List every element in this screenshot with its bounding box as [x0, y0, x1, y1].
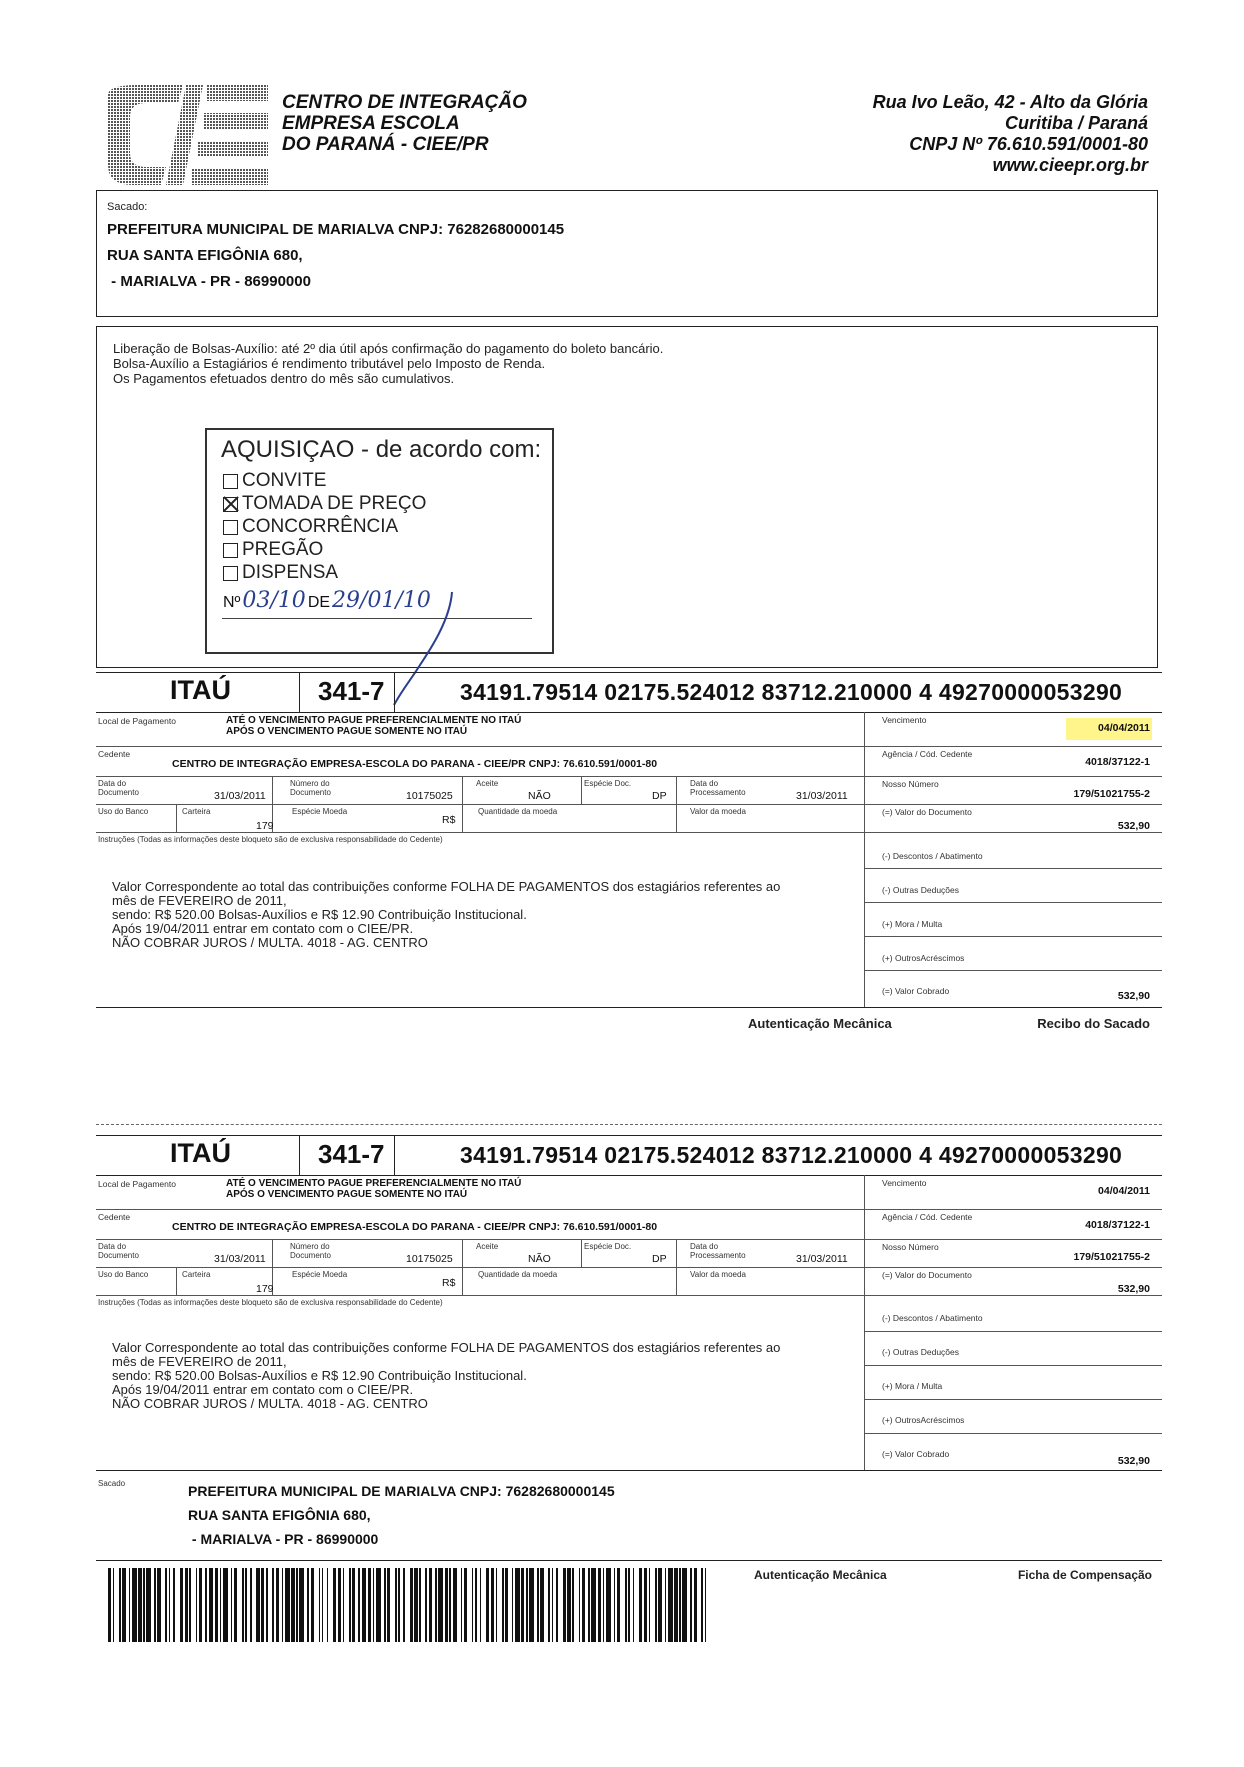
- instructions: [112, 880, 780, 950]
- num-doc-label: Número do Documento: [290, 779, 331, 797]
- ciee-logo: [108, 85, 268, 185]
- instr-line: Após 19/04/2011 entrar em contato com o CIEE/PR.: [112, 1382, 414, 1397]
- deducoes-label: (-) Outras Deduções: [882, 1347, 959, 1357]
- boleto-ficha: [96, 1135, 1162, 1565]
- divider: [96, 1470, 1162, 1471]
- sacado-name: PREFEITURA MUNICIPAL DE MARIALVA CNPJ: 76282680000145: [107, 221, 565, 238]
- handwritten-number: 03/10: [242, 588, 306, 613]
- sacado-box: [96, 190, 1158, 317]
- bank-name: ITAÚ: [170, 675, 231, 705]
- checkbox-icon: [223, 566, 238, 581]
- divider: [96, 832, 1162, 833]
- valor-doc-value: 532,90: [1117, 1283, 1150, 1295]
- autenticacao-label: Autenticação Mecânica: [748, 1016, 892, 1031]
- agencia-value: 4018/37122-1: [1085, 756, 1150, 768]
- cobrado-value: 532,90: [1117, 1455, 1150, 1467]
- cedente-value: CENTRO DE INTEGRAÇÃO EMPRESA-ESCOLA DO PARANA - CIEE/PR CNPJ: 76.610.591/0001-80: [172, 758, 658, 770]
- divider: [864, 832, 865, 1007]
- nosso-value: 179/51021755-2: [1073, 788, 1150, 800]
- divider: [864, 902, 1162, 903]
- sacado-block: [188, 1479, 615, 1551]
- divider: [864, 1331, 1162, 1332]
- instr-line: mês de FEVEREIRO de 2011,: [112, 1354, 287, 1369]
- checkbox-icon: [223, 520, 238, 535]
- aceite-label: Aceite: [476, 779, 499, 788]
- address-line: Rua Ivo Leão, 42 - Alto da Glória: [872, 92, 1148, 112]
- especie-doc-value: DP: [652, 1253, 667, 1265]
- divider: [96, 1267, 1162, 1268]
- checkbox-icon: [223, 474, 238, 489]
- carteira-value: 179: [256, 1283, 274, 1295]
- note-line: Liberação de Bolsas-Auxílio: até 2º dia útil após confirmação do pagamento do boleto bancário.: [113, 341, 664, 356]
- venc-label: Vencimento: [882, 715, 927, 725]
- valor-moeda-label: Valor da moeda: [690, 807, 746, 816]
- stamp-title: AQUISIÇAO - de acordo com:: [221, 436, 542, 463]
- divider: [864, 1433, 1162, 1434]
- cedente-value: CENTRO DE INTEGRAÇÃO EMPRESA-ESCOLA DO PARANA - CIEE/PR CNPJ: 76.610.591/0001-80: [172, 1221, 658, 1233]
- uso-label: Uso do Banco: [98, 807, 149, 816]
- bank-code: 341-7: [318, 1139, 385, 1169]
- agencia-label: Agência / Cód. Cedente: [882, 749, 973, 759]
- stamp-option: [223, 493, 426, 515]
- instr-line: Valor Correspondente ao total das contribuições conforme FOLHA DE PAGAMENTOS dos estagiários referentes ao: [112, 1340, 781, 1355]
- digitable-line: 34191.79514 02175.524012 83712.210000 4 49270000053290: [460, 679, 1123, 705]
- divider: [581, 776, 582, 804]
- instr-line: NÃO COBRAR JUROS / MULTA. 4018 - AG. CENTRO: [112, 935, 428, 950]
- org-line: EMPRESA ESCOLA: [282, 113, 460, 134]
- boleto-recibo: [96, 672, 1162, 1032]
- num-doc-value: 10175025: [406, 790, 453, 802]
- divider: [864, 1399, 1162, 1400]
- cobrado-label: (=) Valor Cobrado: [882, 986, 950, 996]
- org-line: CENTRO DE INTEGRAÇÃO: [282, 92, 527, 113]
- divider: [394, 672, 395, 712]
- divider: [96, 1560, 1162, 1561]
- org-address: [873, 92, 1148, 176]
- bank-code: 341-7: [318, 676, 385, 706]
- address-line: CNPJ Nº 76.610.591/0001-80: [909, 134, 1148, 154]
- instr-line: NÃO COBRAR JUROS / MULTA. 4018 - AG. CENTRO: [112, 1396, 428, 1411]
- local-payment: [226, 715, 521, 737]
- valor-doc-value: 532,90: [1117, 820, 1150, 832]
- divider: [176, 804, 177, 832]
- date-prefix: DE: [307, 594, 331, 611]
- stamp-option: [223, 562, 338, 584]
- cobrado-value: 532,90: [1117, 990, 1150, 1002]
- divider: [96, 804, 1162, 805]
- cut-line: [96, 1124, 1162, 1125]
- local-line: APÓS O VENCIMENTO PAGUE SOMENTE NO ITAÚ: [226, 1189, 468, 1200]
- divider: [96, 1209, 1162, 1210]
- digitable-line: 34191.79514 02175.524012 83712.210000 4 49270000053290: [460, 1142, 1123, 1168]
- data-doc-value: 31/03/2011: [214, 1253, 266, 1265]
- instructions: [112, 1341, 780, 1411]
- divider: [864, 936, 1162, 937]
- local-payment: [226, 1178, 521, 1200]
- local-line: APÓS O VENCIMENTO PAGUE SOMENTE NO ITAÚ: [226, 726, 468, 737]
- note-line: Os Pagamentos efetuados dentro do mês são cumulativos.: [113, 371, 455, 386]
- stamp-option: [223, 470, 326, 492]
- especie-moeda-label: Espécie Moeda: [292, 1270, 348, 1279]
- valor-doc-label: (=) Valor do Documento: [882, 807, 972, 817]
- agencia-value: 4018/37122-1: [1085, 1219, 1150, 1231]
- data-proc-value: 31/03/2011: [796, 790, 848, 802]
- option-label: DISPENSA: [242, 562, 339, 583]
- org-line: DO PARANÁ - CIEE/PR: [282, 134, 489, 155]
- address-line: Curitiba / Paraná: [1004, 113, 1148, 133]
- bank-name: ITAÚ: [170, 1138, 231, 1168]
- notes: [113, 341, 663, 386]
- local-label: Local de Pagamento: [98, 1179, 176, 1189]
- nosso-label: Nosso Número: [882, 779, 939, 789]
- num-doc-value: 10175025: [406, 1253, 453, 1265]
- instr-line: Após 19/04/2011 entrar em contato com o CIEE/PR.: [112, 921, 414, 936]
- divider: [864, 970, 1162, 971]
- barcode-bar: [705, 1568, 707, 1642]
- divider: [96, 746, 1162, 747]
- cedente-label: Cedente: [98, 749, 131, 759]
- acquisition-stamp: [205, 428, 554, 654]
- recibo-label: Recibo do Sacado: [1037, 1016, 1150, 1031]
- org-name: [282, 92, 527, 155]
- acrescimos-label: (+) OutrosAcréscimos: [882, 1415, 965, 1425]
- sacado-city: - MARIALVA - PR - 86990000: [188, 1531, 379, 1547]
- divider: [299, 1135, 300, 1175]
- divider: [96, 712, 1162, 713]
- barcode: [108, 1568, 712, 1642]
- due-date: 04/04/2011: [1098, 1185, 1150, 1197]
- aceite-value: NÃO: [528, 790, 551, 802]
- sacado-street: RUA SANTA EFIGÔNIA 680,: [188, 1507, 371, 1523]
- quantidade-label: Quantidade da moeda: [478, 807, 558, 816]
- mora-label: (+) Mora / Multa: [882, 919, 943, 929]
- data-proc-label: Data do Processamento: [690, 1242, 746, 1260]
- venc-label: Vencimento: [882, 1178, 927, 1188]
- local-label: Local de Pagamento: [98, 716, 176, 726]
- num-doc-label: Número do Documento: [290, 1242, 331, 1260]
- especie-doc-label: Espécie Doc.: [584, 779, 632, 788]
- divider: [864, 868, 1162, 869]
- instr-line: Valor Correspondente ao total das contribuições conforme FOLHA DE PAGAMENTOS dos estagiários referentes ao: [112, 879, 781, 894]
- carteira-label: Carteira: [182, 807, 211, 816]
- mora-label: (+) Mora / Multa: [882, 1381, 943, 1391]
- data-proc-label: Data do Processamento: [690, 779, 746, 797]
- handwritten-date: 29/01/10: [332, 588, 431, 613]
- instr-label: Instruções (Todas as informações deste bloqueto são de exclusiva responsabilidade do Cedente): [98, 835, 443, 844]
- data-doc-value: 31/03/2011: [214, 790, 266, 802]
- note-line: Bolsa-Auxílio a Estagiários é rendimento tributável pelo Imposto de Renda.: [113, 356, 546, 371]
- checkbox-icon: [223, 543, 238, 558]
- agencia-label: Agência / Cód. Cedente: [882, 1212, 973, 1222]
- data-proc-value: 31/03/2011: [796, 1253, 848, 1265]
- data-doc-label: Data do Documento: [98, 779, 139, 797]
- quantidade-label: Quantidade da moeda: [478, 1270, 558, 1279]
- especie-doc-label: Espécie Doc.: [584, 1242, 632, 1251]
- aceite-label: Aceite: [476, 1242, 499, 1251]
- divider: [581, 1239, 582, 1267]
- acrescimos-label: (+) OutrosAcréscimos: [882, 953, 965, 963]
- especie-moeda-label: Espécie Moeda: [292, 807, 348, 816]
- divider: [96, 1295, 1162, 1296]
- especie-moeda-value: R$: [442, 1277, 456, 1289]
- data-doc-label: Data do Documento: [98, 1242, 139, 1260]
- stamp-underline: [222, 618, 532, 619]
- aceite-value: NÃO: [528, 1253, 551, 1265]
- sacado-label: Sacado: [98, 1479, 126, 1488]
- descontos-label: (-) Descontos / Abatimento: [882, 851, 983, 861]
- sacado-label: Sacado:: [107, 201, 148, 213]
- ficha-label: Ficha de Compensação: [1017, 1568, 1152, 1582]
- nosso-value: 179/51021755-2: [1073, 1251, 1150, 1263]
- stamp-option: [223, 516, 398, 538]
- divider: [864, 1295, 865, 1470]
- divider: [864, 1365, 1162, 1366]
- divider: [394, 1135, 395, 1175]
- due-date: 04/04/2011: [1098, 722, 1150, 734]
- option-label: PREGÃO: [242, 539, 324, 560]
- descontos-label: (-) Descontos / Abatimento: [882, 1313, 983, 1323]
- autenticacao-label: Autenticação Mecânica: [754, 1568, 887, 1582]
- valor-doc-label: (=) Valor do Documento: [882, 1270, 972, 1280]
- especie-moeda-value: R$: [442, 814, 456, 826]
- stamp-option: [223, 539, 323, 561]
- divider: [176, 1267, 177, 1295]
- divider: [96, 672, 1162, 673]
- instr-label: Instruções (Todas as informações deste bloqueto são de exclusiva responsabilidade do Cedente): [98, 1298, 443, 1307]
- checked-checkbox-icon: [223, 497, 238, 512]
- option-label: CONVITE: [242, 470, 327, 491]
- cobrado-label: (=) Valor Cobrado: [882, 1449, 950, 1459]
- instr-line: sendo: R$ 520.00 Bolsas-Auxílios e R$ 12.90 Contribuição Institucional.: [112, 907, 527, 922]
- nosso-label: Nosso Número: [882, 1242, 939, 1252]
- instr-line: sendo: R$ 520.00 Bolsas-Auxílios e R$ 12.90 Contribuição Institucional.: [112, 1368, 527, 1383]
- divider: [96, 776, 1162, 777]
- local-line: ATÉ O VENCIMENTO PAGUE PREFERENCIALMENTE NO ITAÚ: [226, 715, 522, 726]
- divider: [299, 672, 300, 712]
- valor-moeda-label: Valor da moeda: [690, 1270, 746, 1279]
- number-prefix: Nº: [223, 594, 241, 611]
- divider: [96, 1239, 1162, 1240]
- divider: [96, 1135, 1162, 1136]
- carteira-label: Carteira: [182, 1270, 211, 1279]
- deducoes-label: (-) Outras Deduções: [882, 885, 959, 895]
- especie-doc-value: DP: [652, 790, 667, 802]
- option-label: CONCORRÊNCIA: [242, 516, 399, 537]
- local-line: ATÉ O VENCIMENTO PAGUE PREFERENCIALMENTE NO ITAÚ: [226, 1178, 522, 1189]
- divider: [96, 1175, 1162, 1176]
- divider: [96, 1007, 1162, 1008]
- instr-line: mês de FEVEREIRO de 2011,: [112, 893, 287, 908]
- option-label: TOMADA DE PREÇO: [242, 493, 427, 514]
- carteira-value: 179: [256, 820, 274, 832]
- sacado-city: - MARIALVA - PR - 86990000: [107, 273, 311, 290]
- website-link: www.cieepr.org.br: [992, 155, 1148, 175]
- cedente-label: Cedente: [98, 1212, 131, 1222]
- uso-label: Uso do Banco: [98, 1270, 149, 1279]
- sacado-street: RUA SANTA EFIGÔNIA 680,: [107, 247, 303, 264]
- sacado-name: PREFEITURA MUNICIPAL DE MARIALVA CNPJ: 76282680000145: [188, 1483, 615, 1499]
